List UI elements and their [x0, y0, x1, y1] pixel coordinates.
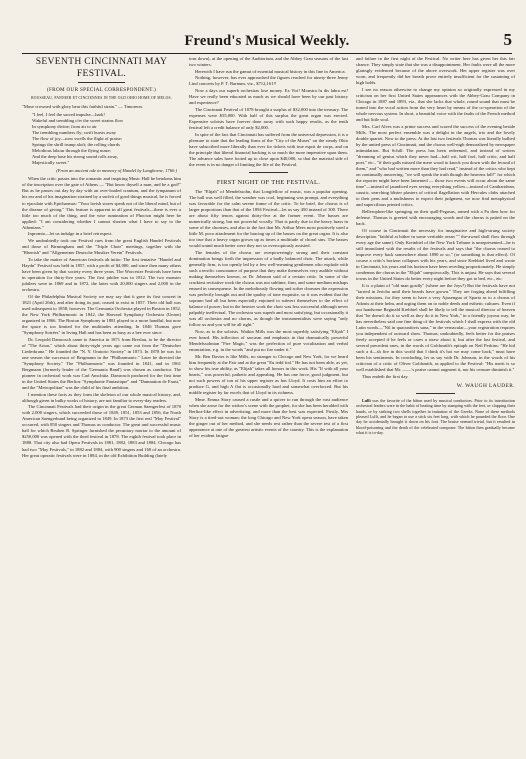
poem-line: Springs the shrill trump aloft; the rolling chords: [32, 142, 120, 148]
paragraph: The Cincinnati Festival of 1878 brought a surplus of $32,000 into the treasury. The expenses were $55,000. With half of this surplus the great organ was erected. Expensive soloists have forever done away with such happy results, as the tenth festival left a credit balance of only $2,000.: [189, 106, 348, 130]
paragraph: The females of the chorus are overpoweringly strong and their constant domination brings forth the impression of a badly balanced choir. The attack, while generally firm, is too openly led by a few well-meaning gentlemen who explode with such a terrific consonance of purpose that they make themselves very audible without making themselves known, as Dr. Johnson said of a certain critic. In some of the crackiest recitative work the chorus was not sublime, firm, and some medium mishaps ensued in consequence. In the melodiously flowing and softer choruses the expression was perfectly brought out and the quality of tone exquisite, so it was evident that the soprano had all but been especially enjoined to subvert themselves to the effect of balance of power; but in the heavier work the choir was less successful although never palpably ineffectual. The orchestra was superb and most satisfying, but occasionally it was all orchestra and no chorus, as though the instrumentalists were saying "only follow us and you will be all right.": [189, 249, 348, 328]
footnote-divider: [416, 393, 454, 394]
poem-attribution: (From an ancient ode in memory of Handel by Langhorne, 1760.): [56, 168, 177, 174]
paragraph: To take the matter of American festivals ab initio: The first tentative "Handel and Haydn" Festival was held in 1857, with a profit of $4,000, and since then many others have been given by that society every three years. The Worcester Festivals have been in operation for thirty-five years. The first jubilee was in 1812. The two monster jubilees were in 1869 and in 1872, the latter with 20,000 singers and 2,000 in the orchestra.: [22, 256, 181, 292]
paragraph: Dr. Leopold Damrosch came to America in 1871 from Breslau, to be the director of "The Arion," which about thirty-eight years ago came out from the "Deutscher Liederkranz." He founded the "N. Y. Oratorio Society" in 1873. In 1878 he was for one season the successor of Bergmann in the "Philharmonic." Later he directed the "Symphony Society." The "Philharmonic" was founded in 1841, and in 1861 Bergmann (formerly leader of the 'Germania Band') was chosen as conductor. The pioneer in orchestral work was Carl Anschütz. Damrosch produced for the first time in the United States the Berlioz "Symphonie Fantastique" and "Damnation de Faust," and the "Metropolitan" was the child of his final ambition.: [22, 336, 181, 390]
poem-line: And the deep base his strong sound rolls away,: [32, 154, 119, 160]
column-2: [189, 56, 348, 756]
article-subtitle: (FROM OUR SPECIAL CORRESPONDENT.): [46, 87, 157, 93]
poem-line: Majestically sweet.": [32, 160, 70, 166]
poem-line: The trembling numbers fly; swift bursts away: [32, 129, 116, 135]
section-title: FIRST NIGHT OF THE FESTIVAL.: [216, 178, 321, 186]
title-rule: [78, 82, 126, 83]
paragraph: The "Elijah" of Mendelssohn, that Longfellow of music, was a popular opening. The hall was well filled, the weather was cool, beginning was prompt, and everything was favorable for the calm serene frame of the critic. To be brief, the chorus is of larger proportions than that of the 1894 Festival—let us say 450 instead of 300. There are about fifty tenors against thirty-five at the former event. The basses are numerically strong, but not powerful vocally. That is partly due to the heavy brass in some of the choruses, and also to the fact that Mr. Arthur Mees most positively used a little M. poco attachment for the bracing up of the basses on the great organ. It is also too true that a heavy organ grown up as times a multitude of choral sins. The basses would sound much better were they not so overcopiously assisted.: [189, 188, 348, 249]
column-1: [22, 56, 181, 756]
epigraph: "Muse crowned with glory bear this faithful strain." — Timoreon.: [22, 103, 144, 109]
paragraph: and failure in the first night of the Festival. No writer here has given her this fair chance. They simply state that she was a disappointment. Her faults were all the more glaringly evidenced because of the above overwork. Her upper register was over worn, and frequently did her breath prove entirely insufficient for the sustaining of high holds.: [356, 56, 515, 86]
poem-line: Wakeful and trembling o'er the sweet strains flow: [32, 117, 124, 123]
paragraph: Mr. Ben Davies is like Mills, no stranger to Chicago and New York, for we heard him frequently at the Fair and at the great "Eu tedd fod." He has not been able, as yet, to show his true ability, as "Elijah" takes all honors in this work. His "If with all your hearts," was powerful, pathetic and appealing. He has one force, good judgment, but not such powers of ton of his upper register as has Lloyd. It costs him an effort to produce G, and high A flat is occasionally hard and somewhat overforced. But his middle register by far excels that of Lloyd in its richness.: [189, 353, 348, 396]
header-rule: [22, 53, 512, 54]
paragraph: torn down), at the opening of the Auditorium, and the Abbey Grau seasons of the last two winters.: [189, 56, 348, 68]
paragraph: Of the Philadelphia Musical Society we may say that it gave its first concert in 1821 (April 26th), and after doing its part, ceased to exist in 1857. Their old hall was used subsequent to 1858, however. The Germania Orchestra played in Boston in 1852, the New York Philharmonic in 1842, the Harvard Symphony Orchestra (Union) organized in 1866. The Boston Symphony in 1881 played to a more handful, but now the space is too limited for the multitudes attending. In 1846 Thomas gave "Symphony Soirées" in Irving Hall and has been as busy as a bee ever since.: [22, 293, 181, 335]
poem-line: "I feel, I feel the sacred impulse—hark!: [32, 111, 105, 117]
poem-line: Melodious labour through the flying maze;: [32, 148, 111, 154]
paragraph: Mrs. Carl Alves was a prime success and scored the success of the evening beside Mills. The most perfect ensemble was a delight in the angels, trio and the lovely double quartet. Now to the press. At the last two festivals Thomas was literally bullied by the united press of Cincinnati, and the chorus well-nigh demoralized by newspaper intimidation. But Schill. The press has been redeemed, and instead of writers "dreaming of genius which they never had—half wit, half fool, half critic, and half poet," etc., "if their galls missed the mere wood to knock you down with the fecund of them," and "who had written more than they had read," instead of the critics who kept on continually answering, "we will speak the truth though the heavens fall!" for which the reporter might have been lamented — those two events will occur about the same time"—instead of jaundiced eyes seeing everything yellow—instead of Cantharidean, caustic, searching blister plasters of critical flagellation with Hercules clubs attached to their pens and a mulishness to expect their judgment, we now find metaphysical and supercilious printed critics.: [356, 123, 515, 208]
paragraph: Nothing, however, has ever approached the figures reached for ninety-three Jenny Lind concerts by P. T. Barnum, viz., $712,161!!: [189, 75, 348, 87]
paragraph: We undoubtedly took our Festival cues from the great English Handel Festivals and those of Birmingham and the "Triple Choir" meetings, together with the "Rhenish" and "Allgemeiner Deutsche Musiker Verein" Festivals.: [22, 237, 181, 256]
author-signature: W. WAUGH LAUDER.: [456, 383, 515, 390]
running-title: Freund's Musical Weekly.: [184, 33, 350, 49]
page-number: 5: [503, 30, 512, 49]
paragraph: Now a days our superb orchestras lose money. Ex Viri! Monstra fu dis labra est! Have we really been educated as much as we should have been by our past history and experience?: [189, 88, 348, 106]
paragraph: Herewith I have run the gamut of essential musical history in this line in America.: [195, 68, 346, 74]
section-divider: [249, 172, 287, 173]
poem-line: In symphony divine; from air to air: [32, 123, 97, 129]
poem: [32, 112, 181, 166]
footnote: [356, 398, 515, 435]
paragraph: In spite of the fact that Cincinnati has suffered from the universal depression, it is a pleasure to state that the leading firms of the "City of the Muses" on the steady Ohio have subscribed more liberally than ever for tickets with true esprit de corps, and on the principle that liberal financial backing is so much the more imperative upon them. The advance sales have footed up to close upon $40,000, so that the material side of the event is in no danger of limiting the life of the Festival.: [189, 131, 348, 167]
paragraph: It is a plaint of "old man gosdly" (where are the Joys?) But the festivals have not "tarried in Jericho until their beards have grown." They are forging ahead fulfilling their missions, for they seem to have a very Ajaxengua of Sparta as to a chorus of Adonis at their helm, and urging them on to noble deeds and esthetic cultures. Even if our handsome Reginald Krehbiel shall be likely to tell the musical director of heaven that "he doesn't do it so well as they do it in New York," in a friendly joyous way, he has nevertheless said one fine thing of the festivals which I shall express with the old Latin words—"Nil in quacunitivis sana," in the vernacular—your registration requires you independent of outward show. Thomas, undoubtedly, feels better for the praises freely accepted if he feels or cares a straw about it, but after the last festival, and several precedent ones, in the words of Goldsmith's epitaph on Neil Perkins: "He hid such a d—sh fire in this world that I think it's hot we may come back," must have been his sentiments. In concluding, let us say with Dr. Johnson, in the words of his criticism of a critic of Oliver Goldsmith, as applied to the Festival: "His merit is so well established that Mr. ——'s praise cannot augment it, nor his censure diminish it.": [356, 282, 515, 373]
paragraph: I mention these facts as they form the skeleton of our whole musical history, and, although given in bulky works of history, are not familiar to every-day readers.: [22, 391, 181, 403]
footnote-text: was the favorite of the bâton used by musical conductors. Prior to its introduction orchestral leaders were in the habit of beating time by stamping with the feet, or clapping their hands, or by striking two shells together in imitation of the Greeks. None of these methods pleased Lulli, and he began to use a stick six feet long, with which he pounded the floor. One day he accidentally brought it down on his foot. The bruise seemed trivial, but it resulted in blood-poisoning and the death of the celebrated composer. The bâton then gradually became what it is to-day.: [356, 398, 515, 435]
column-3: [356, 56, 515, 756]
paragraph: When the critic passes into the romantic and inspiring Music Hall he betokens him of the inscription over the gate of Athens — "But know thyself a man, and be a god!" But as he passes out day by day with an over-loaded cranium, and the tympanum of his ear and of his imagination strained by a surfeit of good things musical, he is forced to ejaculate with Epicharmus: "Your lavish stores speak not of the liberal mind, but of the disease of giving." This feature is apparent in all great festivals—there is ever a little too much of the thing, and the wise rumination of Phocion might here be applied: "I am considering whether I cannot shorten what I have to say to the Athenians.": [22, 176, 181, 230]
article-title: SEVENTH CINCINNATI MAY FESTIVAL.: [35, 56, 168, 79]
poem-line: The flow of joy—now swells the flight of praise;: [32, 136, 123, 142]
paragraph: The Cincinnati Festivals had their origin in the great German Saengerfest of 1870 with 2,000 singers, which succeeded those of 1849, 1851, 1853 and 1856, the North American Saengerbund being organized in 1849. In 1873 the first real "May Festival" occurred, with 850 singers and Thomas as conductor. The great and successful music hall for which Reuben R. Springer furnished the pecuniary mortar to the amount of $250,000 was opened with the third festival in 1878. The eighth festival took place in 1888. That city also had Opera Festivals in 1881, 1882, 1883 and 1884. Chicago has had two "May Festivals," in 1882 and 1884, with 900 singers and 160 of an orchestra. Her great operatic festivals were in 1884, in the old Exhibition Building (lately: [22, 404, 181, 458]
paragraph: Bellerophon-like springing on their quill-Pegasus, armed with a Pa then bow for defense. Thomas is greeted with encouraging words and the chorus is patted on the back.: [356, 208, 515, 227]
paragraph: I see no reason otherwise to change my opinion so originally expressed in my criticism on her first United States appearances with the Abbey-Grau Company in Chicago in 1887 and 1893, viz., that she lacks that whole, round sound that must be turned into the vocal action from the very heart by means of the co-operation of the whole nervous system. In short, a beautiful voice with the faults of the French method and but little soul.: [356, 86, 515, 123]
footnote-lead: Lulli: [362, 398, 371, 404]
paragraph: Of course in Cincinnati the necessity for imaginative and high-strung society description "faithful at hither in some veritable avian "" the-award shall flow through every age the same). Only Kreinbiel of the New York Tribune is unrepresented—he is still immolated with the results of the festivals and says that "the chorus ceased to improve every back somewhere about 1890 or so," (or something to that effect). Of course a critic's horizon collapses with his years, and since Krehbiel lived and wrote in Cincinnati, his years and his horizon have been receding proportionately. He simply condemns the chorus in the "Elijah" unequivocally. This is unjust. He says that several towns in the United States do better every night before they got to bed, etc., etc.: [356, 227, 515, 282]
article-columns: [22, 56, 515, 756]
article-byline: ROUSSEAU, PANNIER ET CINCIENNES IN THE OLD OHIO HOME OF MELOS.: [31, 96, 172, 100]
paragraph: Thus endeth the first day.: [362, 374, 409, 379]
paragraph: Inpromto—let us indulge in a brief retrospect.: [28, 231, 113, 237]
paragraph: Mme. Emma Story caused a rustle and a quiver to run through the vast audience when she arose for the widow's scene with the prophet, for she has been heralded with Berlioz-like effect in advertising, and more than the best was expected. Firstly, Mrs Story is a tired-out woman; the long Chicago and New York opera season, have taken the ginger out of her method, and she needs rest rather than the severe test of a first appearance at one of the greatest artistic events of the country. This is the explanation of her evident fatigue: [189, 396, 348, 439]
page-header: [22, 30, 512, 52]
paragraph: Now, as to the soloists. Watkin Mills was the most superbly satisfying "Elijah" I ever heard. His inflection of sarcasm and emphasis in that dramatically powerful Mendelssohnian "Fire Magic," was the perfection of pure vocalization and verbal enunciation, e.g. in the words "and put no fire under it.": [189, 329, 348, 353]
